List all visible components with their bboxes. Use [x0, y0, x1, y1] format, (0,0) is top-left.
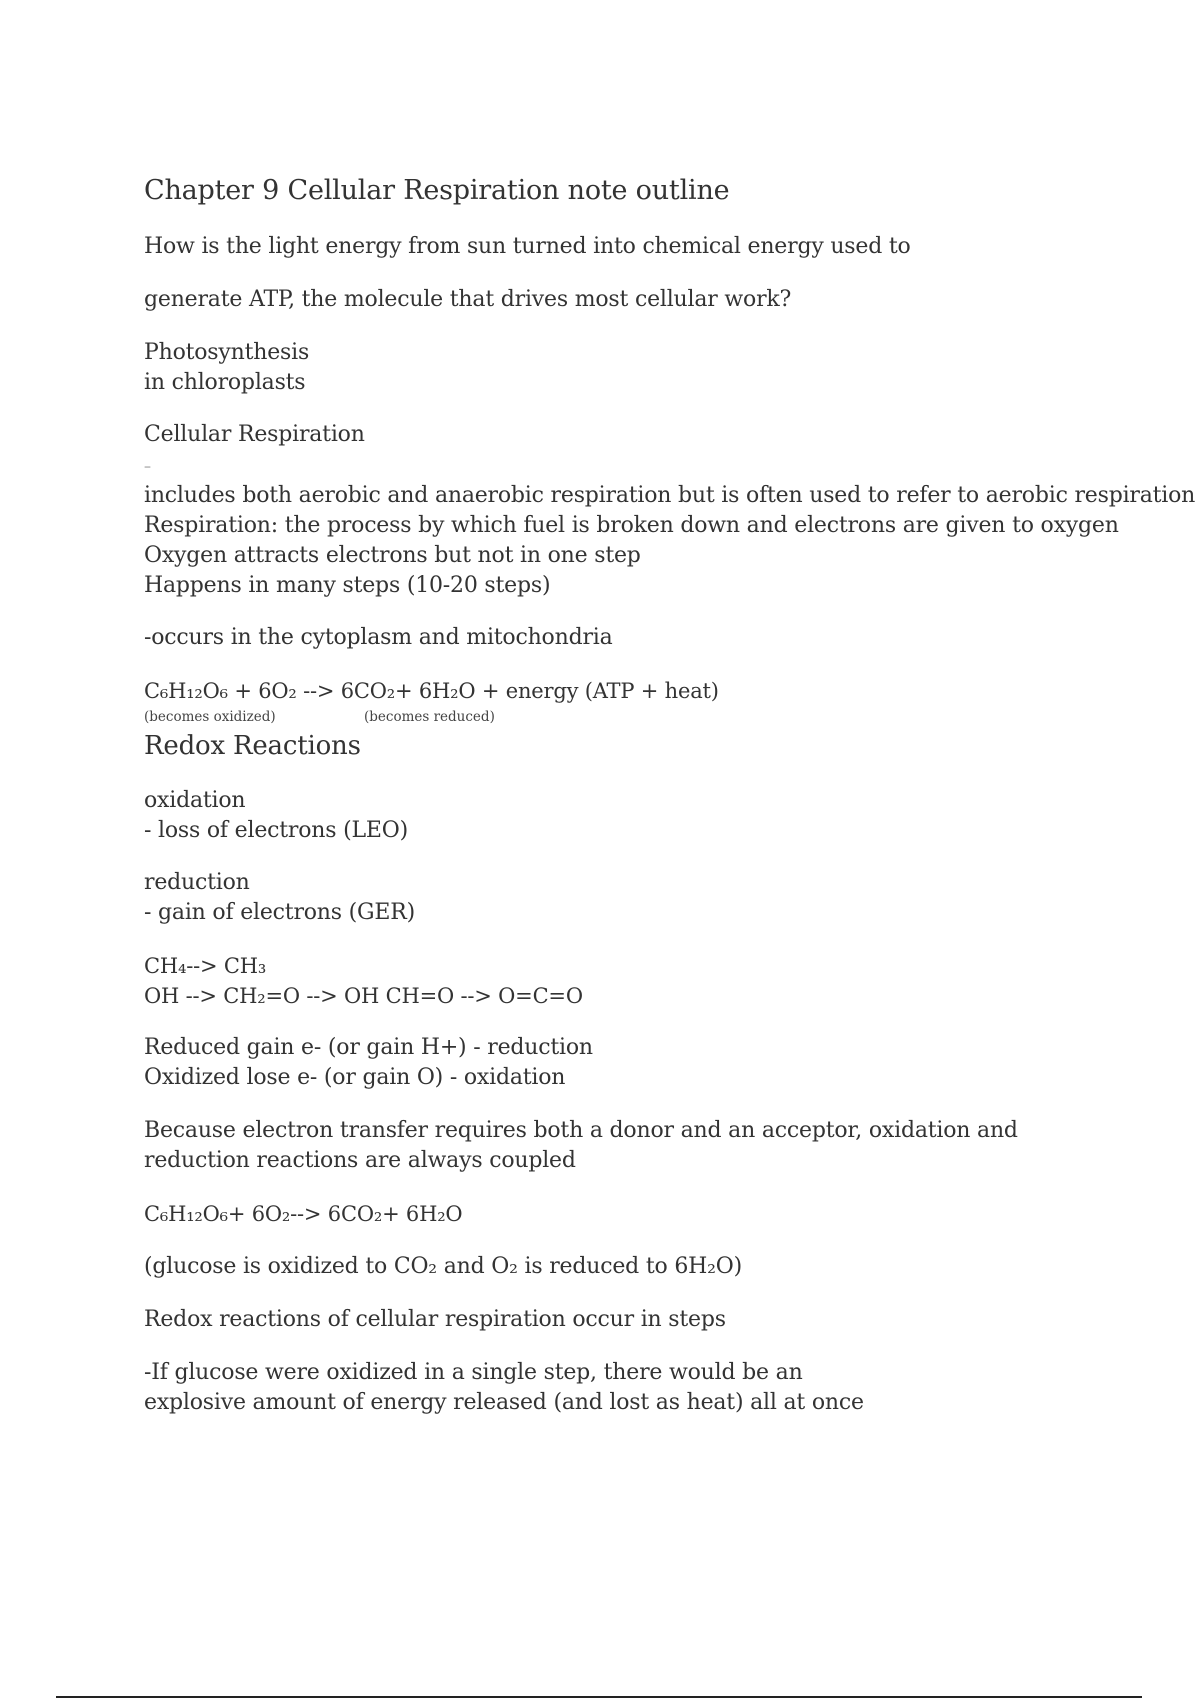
photosynthesis-label: Photosynthesis	[144, 340, 310, 365]
oxidation-label: oxidation	[144, 788, 246, 813]
page-title: Chapter 9 Cellular Respiration note outline	[144, 175, 730, 206]
cellular-respiration-heading: Cellular Respiration	[144, 422, 365, 447]
redox-steps-text: Redox reactions of cellular respiration occur in steps	[144, 1307, 726, 1332]
becomes-reduced-annotation: (becomes reduced)	[364, 709, 495, 725]
oxidation-chain: OH --> CH₂=O --> OH CH=O --> O=C=O	[144, 984, 583, 1008]
reduced-gain-text: Reduced gain e- (or gain H+) - reduction	[144, 1035, 593, 1060]
respiration-definition: Respiration: the process by which fuel is broken down and electrons are given to oxygen	[144, 513, 1119, 538]
happens-steps-text: Happens in many steps (10-20 steps)	[144, 573, 551, 598]
includes-text: includes both aerobic and anaerobic respiration but is often used to refer to aerobic respiration	[144, 483, 1196, 508]
oxidized-lose-text: Oxidized lose e- (or gain O) - oxidation	[144, 1065, 566, 1090]
gain-electrons-text: - gain of electrons (GER)	[144, 900, 416, 925]
redox-heading: Redox Reactions	[144, 731, 361, 761]
becomes-oxidized-annotation: (becomes oxidized)	[144, 709, 276, 725]
occurs-text: -occurs in the cytoplasm and mitochondria	[144, 625, 613, 650]
loss-electrons-text: - loss of electrons (LEO)	[144, 818, 408, 843]
if-glucose-line-1: -If glucose were oxidized in a single step, there would be an	[144, 1360, 803, 1385]
question-line-2: generate ATP, the molecule that drives most cellular work?	[144, 287, 792, 312]
equation-1: C₆H₁₂O₆ + 6O₂ --> 6CO₂+ 6H₂O + energy (ATP + heat)	[144, 679, 719, 703]
question-line-1: How is the light energy from sun turned into chemical energy used to	[144, 234, 911, 259]
equation-2: C₆H₁₂O₆+ 6O₂--> 6CO₂+ 6H₂O	[144, 1202, 463, 1226]
bottom-rule	[56, 1696, 1142, 1698]
methane-equation: CH₄--> CH₃	[144, 954, 267, 978]
because-line-2: reduction reactions are always coupled	[144, 1148, 576, 1173]
chloroplasts-label: in chloroplasts	[144, 370, 306, 395]
reduction-label: reduction	[144, 870, 250, 895]
oxygen-attracts-text: Oxygen attracts electrons but not in one step	[144, 543, 641, 568]
dash-mark: –	[144, 459, 151, 475]
because-line-1: Because electron transfer requires both a donor and an acceptor, oxidation and	[144, 1118, 1018, 1143]
if-glucose-line-2: explosive amount of energy released (and lost as heat) all at once	[144, 1390, 864, 1415]
glucose-note: (glucose is oxidized to CO₂ and O₂ is reduced to 6H₂O)	[144, 1254, 742, 1279]
